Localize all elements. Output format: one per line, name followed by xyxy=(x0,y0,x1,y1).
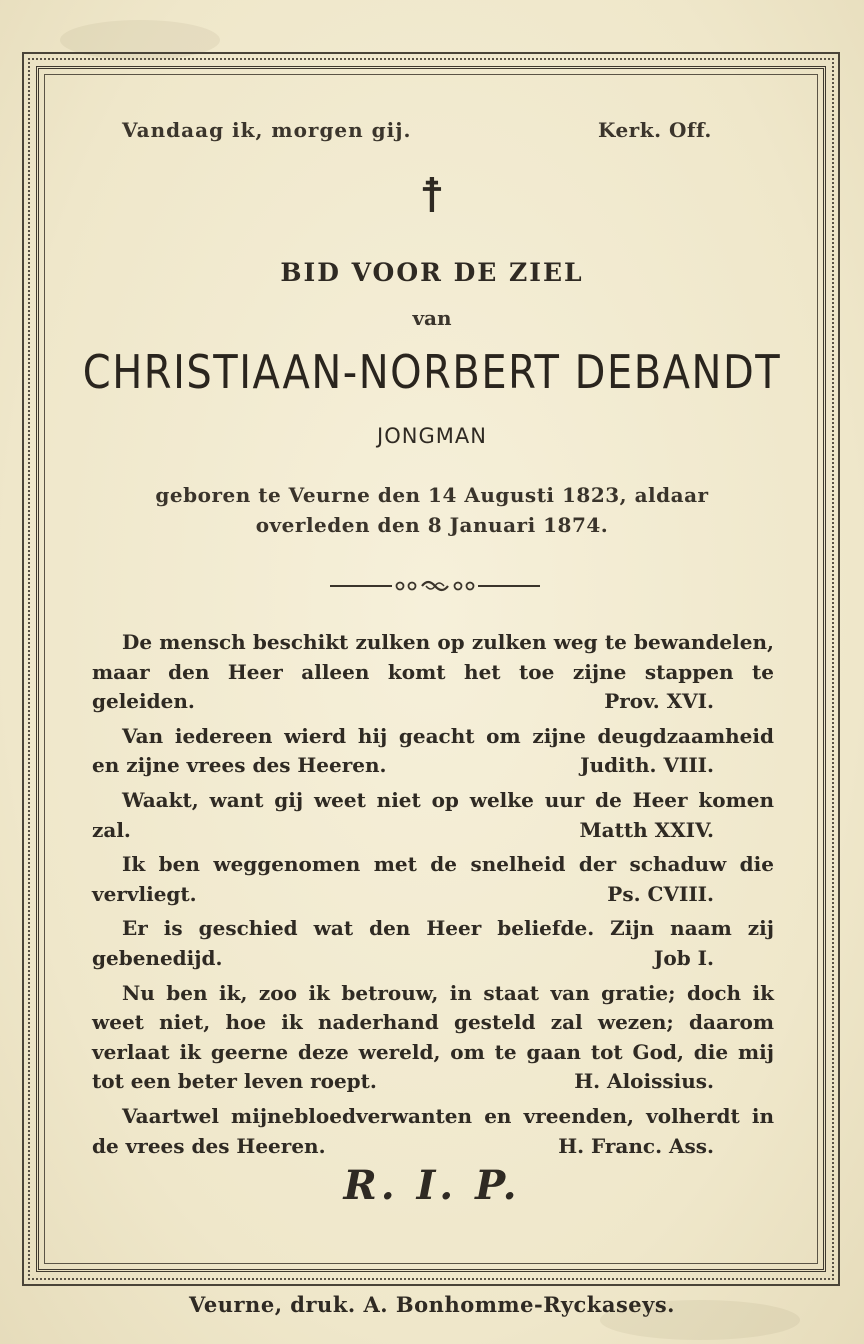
cross-icon: ☨ xyxy=(418,168,446,224)
printer-imprint: Veurne, druk. A. Bonhomme-Ryckaseys. xyxy=(189,1292,675,1317)
verse-text: Ik ben weggenomen met de snelheid der schaduw die vervliegt. xyxy=(92,852,774,906)
verse-text: De mensch beschikt zulken op zulken weg te bewandelen, maar den Heer alleen komt het toe zijne stappen te geleiden. xyxy=(92,630,774,714)
life-dates xyxy=(0,480,864,540)
verse-reference: H. Franc. Ass. xyxy=(558,1133,714,1158)
motto: Vandaag ik, morgen gij. xyxy=(122,118,412,142)
birth-line: geboren te Veurne den 14 Augusti 1823, aldaar xyxy=(155,483,709,507)
verse xyxy=(92,850,774,909)
verse-reference: Ps. CVIII. xyxy=(607,881,714,906)
verse-text: Nu ben ik, zoo ik betrouw, in staat van gratie; doch ik weet niet, hoe ik naderhand gesteld zal wezen; daarom verlaat ik geerne deze wereld, om te gaan tot God, die mij tot een beter leven roept. xyxy=(92,980,774,1094)
verse xyxy=(92,628,774,717)
verse-reference: Prov. XVI. xyxy=(604,689,714,714)
verse xyxy=(92,786,774,845)
church-note: Kerk. Off. xyxy=(598,118,712,142)
deceased-name: CHRISTIAAN-NORBERT DEBANDT xyxy=(82,346,782,400)
van-label: van xyxy=(412,306,452,330)
verse-text: Vaartwel mijnebloedverwanten en vreenden, volherdt in de vrees des Heeren. xyxy=(92,1103,774,1158)
verse xyxy=(92,979,774,1097)
verse-reference: H. Aloissius. xyxy=(574,1069,714,1094)
verse xyxy=(92,914,774,973)
verse-reference: Judith. VIII. xyxy=(580,753,714,778)
rip-text: R. I. P. xyxy=(343,1162,521,1209)
verse-reference: Job I. xyxy=(653,945,714,970)
scripture-verses xyxy=(92,628,774,1166)
verse-text: Er is geschied wat den Heer beliefde. Zijn naam zij gebenedijd. xyxy=(92,916,774,970)
scroll-ornament-icon xyxy=(330,576,540,596)
marital-status: JONGMAN xyxy=(377,424,487,448)
verse-reference: Matth XXIV. xyxy=(579,817,714,842)
verse-text: Van iedereen wierd hij geacht om zijne deugdzaamheid en zijne vrees des Heeren. xyxy=(92,723,774,778)
verse-text: Waakt, want gij weet niet op welke uur de Heer komen zal. xyxy=(92,787,774,842)
verse xyxy=(92,722,774,781)
death-line: overleden den 8 Januari 1874. xyxy=(255,513,609,537)
pray-heading: BID VOOR DE ZIEL xyxy=(280,258,584,287)
verse xyxy=(92,1102,774,1161)
